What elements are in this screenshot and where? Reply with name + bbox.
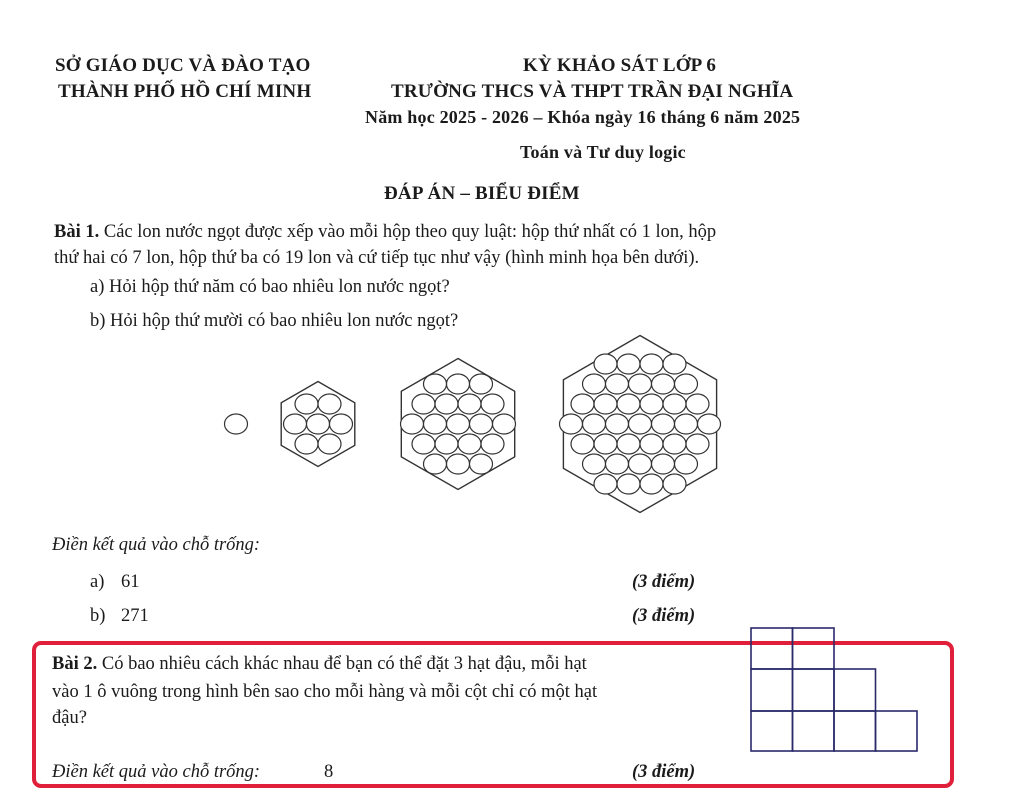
grid-cell bbox=[751, 711, 793, 751]
grid-cell bbox=[793, 628, 835, 669]
bai1-answer-b: 271 bbox=[121, 606, 149, 626]
bai2-text-line2: vào 1 ô vuông trong hình bên sao cho mỗi hàng và mỗi cột chỉ có một hạt bbox=[52, 682, 598, 702]
bai2-fill-label: Điền kết quả vào chỗ trống: bbox=[52, 762, 261, 782]
bai1-question-b: b) Hỏi hộp thứ mười có bao nhiêu lon nước ngọt? bbox=[90, 311, 459, 331]
bai2-answer: 8 bbox=[324, 762, 334, 782]
bai1-answer-a: 61 bbox=[121, 572, 140, 592]
grid-cell bbox=[751, 669, 793, 711]
dept-name-line2: THÀNH PHỐ HỒ CHÍ MINH bbox=[58, 81, 312, 102]
bai1-question-a: a) Hỏi hộp thứ năm có bao nhiêu lon nước ngọt? bbox=[90, 277, 450, 297]
bai1-label: Bài 1. bbox=[54, 222, 100, 242]
dept-name-line1: SỞ GIÁO DỤC VÀ ĐÀO TẠO bbox=[55, 55, 311, 76]
doc-title: ĐÁP ÁN – BIỂU ĐIỂM bbox=[384, 183, 580, 204]
bai2-points: (3 điểm) bbox=[632, 762, 696, 782]
bai2-label: Bài 2. bbox=[52, 654, 98, 674]
bai2-text-line1: Có bao nhiêu cách khác nhau để bạn có thể đặt 3 hạt đậu, mỗi hạt bbox=[101, 654, 587, 674]
grid-cell bbox=[834, 669, 876, 711]
grid-cell bbox=[793, 711, 835, 751]
grid-cell bbox=[793, 669, 835, 711]
bai1-answer-a-label: a) bbox=[90, 572, 105, 592]
bai1-text-line2: thứ hai có 7 lon, hộp thứ ba có 19 lon và cứ tiếp tục như vậy (hình minh họa bên dưới). bbox=[54, 248, 700, 268]
school-name: TRƯỜNG THCS VÀ THPT TRẦN ĐẠI NGHĨA bbox=[391, 81, 794, 102]
school-year: Năm học 2025 - 2026 – Khóa ngày 16 tháng 6 năm 2025 bbox=[365, 107, 801, 127]
grid-cell bbox=[876, 711, 918, 751]
bai1-answer-b-label: b) bbox=[90, 606, 106, 626]
bai1-text-line1: Các lon nước ngọt được xếp vào mỗi hộp theo quy luật: hộp thứ nhất có 1 lon, hộp bbox=[103, 222, 717, 242]
grid-cell bbox=[751, 628, 793, 669]
exam-title: KỲ KHẢO SÁT LỚP 6 bbox=[523, 55, 717, 76]
bai1-points-b: (3 điểm) bbox=[632, 606, 696, 626]
bai2-text-line3: đậu? bbox=[52, 708, 87, 728]
grid-cell bbox=[834, 711, 876, 751]
bai1-points-a: (3 điểm) bbox=[632, 572, 696, 592]
subject-title: Toán và Tư duy logic bbox=[520, 142, 686, 162]
bai1-fill-label: Điền kết quả vào chỗ trống: bbox=[52, 535, 261, 555]
